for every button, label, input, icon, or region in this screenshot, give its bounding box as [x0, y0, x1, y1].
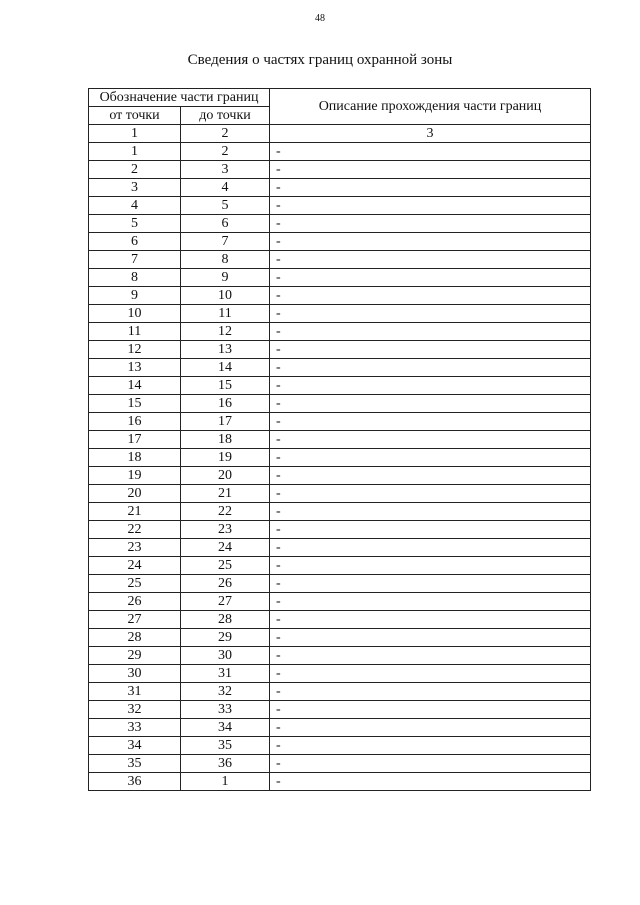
from-point-cell: 18 — [89, 449, 181, 467]
to-point-cell: 30 — [181, 647, 270, 665]
boundary-parts-table — [88, 88, 591, 791]
table-row — [89, 287, 591, 305]
to-point-cell: 32 — [181, 683, 270, 701]
from-point-cell: 12 — [89, 341, 181, 359]
description-cell: - — [270, 521, 591, 539]
table-row — [89, 593, 591, 611]
to-point-cell: 4 — [181, 179, 270, 197]
description-cell: - — [270, 503, 591, 521]
table-row — [89, 251, 591, 269]
to-point-cell: 21 — [181, 485, 270, 503]
table-row — [89, 701, 591, 719]
table-row — [89, 395, 591, 413]
to-point-cell: 22 — [181, 503, 270, 521]
table-row — [89, 431, 591, 449]
table-row — [89, 647, 591, 665]
table-header-row — [89, 89, 591, 107]
from-point-cell: 3 — [89, 179, 181, 197]
to-point-cell: 23 — [181, 521, 270, 539]
to-point-cell: 33 — [181, 701, 270, 719]
to-point-cell: 17 — [181, 413, 270, 431]
description-cell: - — [270, 485, 591, 503]
from-point-cell: 26 — [89, 593, 181, 611]
to-point-cell: 28 — [181, 611, 270, 629]
description-cell: - — [270, 755, 591, 773]
to-point-cell: 35 — [181, 737, 270, 755]
description-cell: - — [270, 629, 591, 647]
to-point-cell: 34 — [181, 719, 270, 737]
page-number: 48 — [315, 13, 325, 24]
from-point-cell: 8 — [89, 269, 181, 287]
to-point-cell: 20 — [181, 467, 270, 485]
to-point-cell: 27 — [181, 593, 270, 611]
to-point-cell: 24 — [181, 539, 270, 557]
document-title: Сведения о частях границ охранной зоны — [187, 52, 453, 68]
description-cell: - — [270, 647, 591, 665]
to-point-cell: 36 — [181, 755, 270, 773]
description-cell: - — [270, 701, 591, 719]
to-point-cell: 18 — [181, 431, 270, 449]
from-point-cell: 33 — [89, 719, 181, 737]
description-cell: - — [270, 179, 591, 197]
from-point-cell: 2 — [89, 161, 181, 179]
to-point-cell: 5 — [181, 197, 270, 215]
from-point-cell: 11 — [89, 323, 181, 341]
from-point-cell: 5 — [89, 215, 181, 233]
index-cell-2: 2 — [181, 125, 270, 143]
from-point-cell: 24 — [89, 557, 181, 575]
from-point-cell: 31 — [89, 683, 181, 701]
description-cell: - — [270, 431, 591, 449]
from-point-cell: 36 — [89, 773, 181, 791]
description-cell: - — [270, 413, 591, 431]
description-cell: - — [270, 269, 591, 287]
header-to-point: до точки — [181, 107, 270, 125]
to-point-cell: 10 — [181, 287, 270, 305]
table-row — [89, 323, 591, 341]
to-point-cell: 9 — [181, 269, 270, 287]
to-point-cell: 12 — [181, 323, 270, 341]
table-row — [89, 449, 591, 467]
to-point-cell: 1 — [181, 773, 270, 791]
from-point-cell: 27 — [89, 611, 181, 629]
from-point-cell: 29 — [89, 647, 181, 665]
description-cell: - — [270, 197, 591, 215]
table-row — [89, 611, 591, 629]
table-row — [89, 179, 591, 197]
description-cell: - — [270, 341, 591, 359]
from-point-cell: 10 — [89, 305, 181, 323]
index-cell-3: 3 — [270, 125, 591, 143]
table-row — [89, 143, 591, 161]
description-cell: - — [270, 395, 591, 413]
from-point-cell: 13 — [89, 359, 181, 377]
index-cell-1: 1 — [89, 125, 181, 143]
table-row — [89, 737, 591, 755]
to-point-cell: 26 — [181, 575, 270, 593]
description-cell: - — [270, 161, 591, 179]
description-cell: - — [270, 611, 591, 629]
table-row — [89, 755, 591, 773]
table-row — [89, 197, 591, 215]
from-point-cell: 16 — [89, 413, 181, 431]
table-row — [89, 413, 591, 431]
description-cell: - — [270, 737, 591, 755]
table-row — [89, 773, 591, 791]
to-point-cell: 7 — [181, 233, 270, 251]
to-point-cell: 31 — [181, 665, 270, 683]
table-index-row — [89, 125, 591, 143]
table-row — [89, 683, 591, 701]
description-cell: - — [270, 593, 591, 611]
table-row — [89, 341, 591, 359]
description-cell: - — [270, 233, 591, 251]
header-boundary-designation: Обозначение части границ — [89, 89, 270, 107]
description-cell: - — [270, 359, 591, 377]
description-cell: - — [270, 557, 591, 575]
description-cell: - — [270, 773, 591, 791]
to-point-cell: 3 — [181, 161, 270, 179]
table-row — [89, 629, 591, 647]
description-cell: - — [270, 323, 591, 341]
description-cell: - — [270, 215, 591, 233]
to-point-cell: 16 — [181, 395, 270, 413]
from-point-cell: 6 — [89, 233, 181, 251]
from-point-cell: 14 — [89, 377, 181, 395]
header-boundary-description: Описание прохождения части границ — [270, 89, 591, 125]
table-body — [89, 143, 591, 791]
description-cell: - — [270, 377, 591, 395]
from-point-cell: 7 — [89, 251, 181, 269]
from-point-cell: 9 — [89, 287, 181, 305]
header-from-point: от точки — [89, 107, 181, 125]
to-point-cell: 6 — [181, 215, 270, 233]
description-cell: - — [270, 305, 591, 323]
from-point-cell: 15 — [89, 395, 181, 413]
from-point-cell: 32 — [89, 701, 181, 719]
description-cell: - — [270, 449, 591, 467]
table-row — [89, 719, 591, 737]
description-cell: - — [270, 575, 591, 593]
description-cell: - — [270, 467, 591, 485]
to-point-cell: 25 — [181, 557, 270, 575]
table-row — [89, 485, 591, 503]
from-point-cell: 1 — [89, 143, 181, 161]
table-row — [89, 161, 591, 179]
from-point-cell: 25 — [89, 575, 181, 593]
from-point-cell: 34 — [89, 737, 181, 755]
from-point-cell: 17 — [89, 431, 181, 449]
table-row — [89, 665, 591, 683]
from-point-cell: 30 — [89, 665, 181, 683]
to-point-cell: 13 — [181, 341, 270, 359]
to-point-cell: 14 — [181, 359, 270, 377]
from-point-cell: 19 — [89, 467, 181, 485]
from-point-cell: 35 — [89, 755, 181, 773]
to-point-cell: 8 — [181, 251, 270, 269]
table-row — [89, 467, 591, 485]
table-row — [89, 521, 591, 539]
description-cell: - — [270, 251, 591, 269]
from-point-cell: 23 — [89, 539, 181, 557]
table-row — [89, 503, 591, 521]
to-point-cell: 11 — [181, 305, 270, 323]
description-cell: - — [270, 539, 591, 557]
table-row — [89, 377, 591, 395]
description-cell: - — [270, 665, 591, 683]
table-row — [89, 305, 591, 323]
from-point-cell: 22 — [89, 521, 181, 539]
table-row — [89, 233, 591, 251]
to-point-cell: 2 — [181, 143, 270, 161]
to-point-cell: 15 — [181, 377, 270, 395]
to-point-cell: 29 — [181, 629, 270, 647]
table-row — [89, 215, 591, 233]
description-cell: - — [270, 683, 591, 701]
table-row — [89, 359, 591, 377]
table-row — [89, 269, 591, 287]
from-point-cell: 28 — [89, 629, 181, 647]
from-point-cell: 21 — [89, 503, 181, 521]
table-row — [89, 557, 591, 575]
description-cell: - — [270, 287, 591, 305]
table-row — [89, 575, 591, 593]
table-row — [89, 539, 591, 557]
from-point-cell: 4 — [89, 197, 181, 215]
from-point-cell: 20 — [89, 485, 181, 503]
description-cell: - — [270, 719, 591, 737]
description-cell: - — [270, 143, 591, 161]
to-point-cell: 19 — [181, 449, 270, 467]
